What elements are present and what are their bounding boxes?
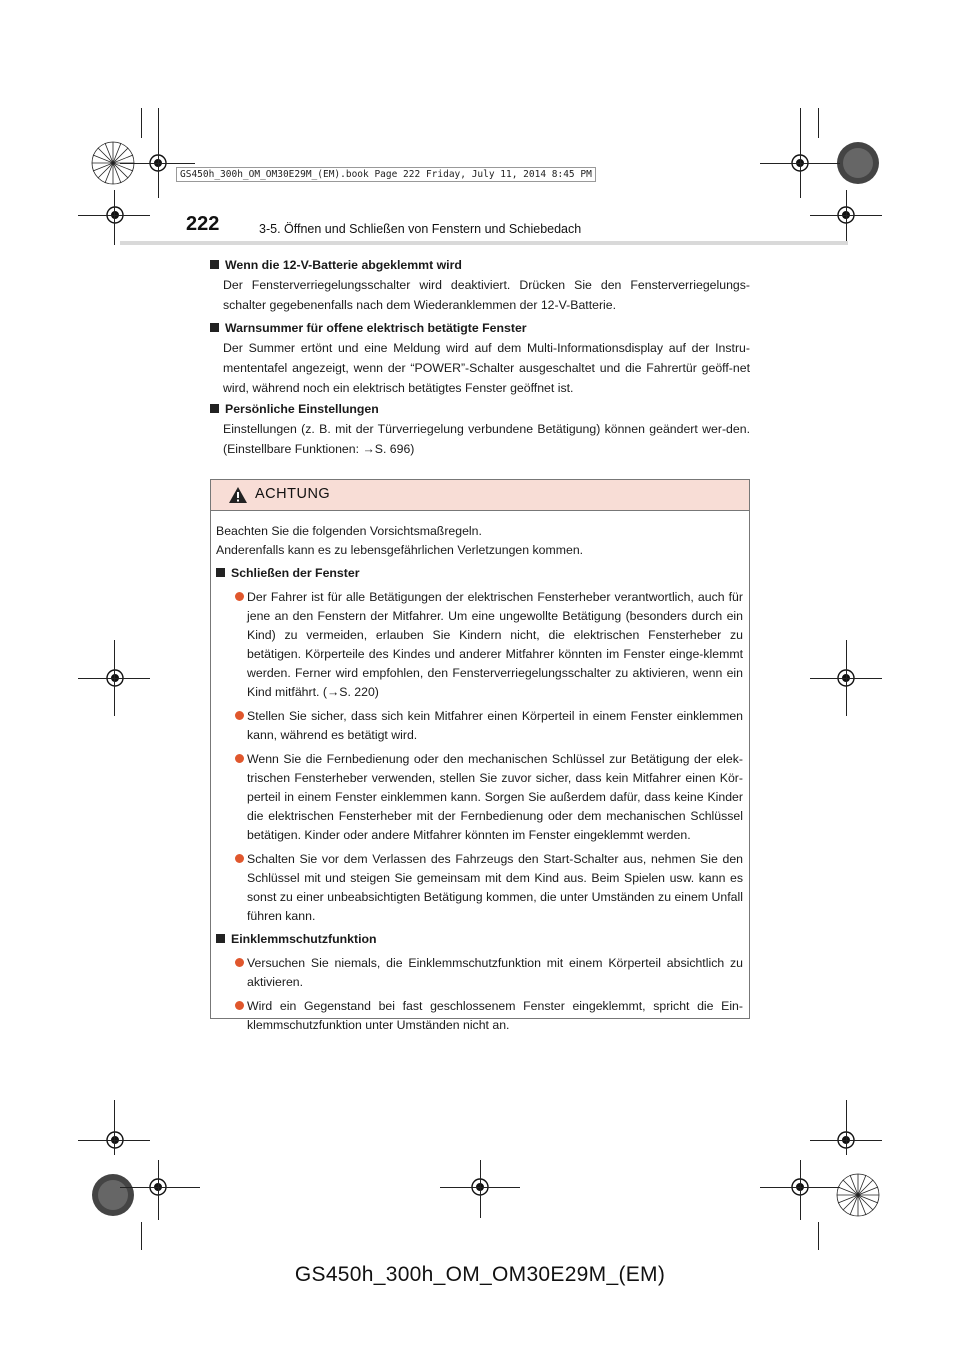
warning-bullet: Schalten Sie vor dem Verlassen des Fahrzeugs den Start-Schalter aus, nehmen Sie den Schlüssel mit und steigen Sie gemeinsam mit dem Kind aus. Beim Spielen usw. kann es sonst zu einer unbeabsichtigten Betätigung kommen, die unter Umständen zu einem Unfall führen kann.	[216, 850, 743, 926]
note-text: Der Summer ertönt und eine Meldung wird auf dem Multi-Informationsdisplay auf der Instru-mententafel angezeigt, wenn der “POWER”-Schalter ausgeschaltet und die Fahrertür geöff-net wird, während noch ein elektrisch betätigtes Fenster geöffnet ist.	[223, 341, 750, 395]
page-number: 222	[186, 213, 220, 235]
square-bullet-icon	[210, 404, 219, 413]
warning-bullet: Wenn Sie die Fernbedienung oder den mechanischen Schlüssel zur Betätigung der elek-trischen Fensterheber verwenden, stellen Sie zuvor sicher, dass kein Mitfahrer einen Kör-perteil in einem Fenster einklemmen kann. Sorgen Sie außerdem dafür, dass keine Kinder die elektrischen Fensterheber mit der Fernbedienung oder dem mechanischen Schlüssel betätigen. Kinder oder andere Mitfahrer könnten im Fenster eingeklemmt werden.	[216, 750, 743, 845]
registration-disc-icon	[88, 1170, 138, 1220]
warning-triangle-icon	[228, 486, 248, 504]
note-battery	[210, 255, 750, 315]
orange-bullet-icon	[235, 854, 244, 863]
orange-bullet-icon	[235, 711, 244, 720]
square-bullet-icon	[210, 323, 219, 332]
square-bullet-icon	[216, 568, 225, 577]
note-text: Einstellungen (z. B. mit der Türverriegelung verbundene Betätigung) können geändert wer-den. (Einstellbare Funktionen: →S. 696)	[223, 422, 750, 456]
document-code: GS450h_300h_OM_OM30E29M_(EM)	[294, 1263, 666, 1286]
orange-bullet-icon	[235, 1001, 244, 1010]
note-buzzer	[210, 318, 750, 398]
warning-bullet: Der Fahrer ist für alle Betätigungen der elektrischen Fensterheber verantwortlich, auch für jene an den Fenstern der Mitfahrer. Um eine ungewollte Betätigung (besonders durch ein Kind) zu vermeiden, erlauben Sie Kindern nicht, die elektrischen Fensterheber zu betätigen. Körperteile des Kindes und anderer Mitfahrer könnten im Fenster einge-klemmt werden. Ferner wird empfohlen, den Fensterverriegelungsschalter zu aktivieren, wenn ein Kind mitfährt. (→S. 220)	[216, 588, 743, 702]
warning-bullet: Versuchen Sie niemals, die Einklemmschutzfunktion mit einem Körperteil absichtlich zu aktivieren.	[216, 954, 743, 992]
square-bullet-icon	[210, 260, 219, 269]
square-bullet-icon	[216, 934, 225, 943]
section-title: 3-5. Öffnen und Schließen von Fenstern und Schiebedach	[259, 222, 582, 236]
book-file-info: GS450h_300h_OM_OM30E29M_(EM).book Page 222 Friday, July 11, 2014 8:45 PM	[176, 167, 596, 182]
warning-title: ACHTUNG	[255, 486, 331, 502]
warning-body	[211, 511, 749, 1035]
warning-bullet: Wird ein Gegenstand bei fast geschlossenem Fenster eingeklemmt, spricht die Ein-klemmschutzfunktion unter Umständen nicht an.	[216, 997, 743, 1035]
registration-circle-icon	[833, 1170, 883, 1220]
orange-bullet-icon	[235, 592, 244, 601]
warning-bullet: Stellen Sie sicher, dass sich kein Mitfahrer einen Körperteil in einem Fenster einklemmen kann, während es betätigt wird.	[216, 707, 743, 745]
registration-disc-icon	[833, 138, 883, 188]
warning-intro: Beachten Sie die folgenden Vorsichtsmaßregeln. Anderenfalls kann es zu lebensgefährlichen Verletzungen kommen.	[216, 524, 584, 557]
warning-box	[210, 479, 750, 1032]
note-heading: Wenn die 12-V-Batterie abgeklemmt wird	[210, 255, 750, 275]
note-text: Der Fensterverriegelungsschalter wird deaktiviert. Drücken Sie den Fensterverriegelungs-schalter gegebenenfalls nach dem Wiederanklemmen der 12-V-Batterie.	[223, 278, 750, 312]
header-rule	[120, 241, 848, 245]
orange-bullet-icon	[235, 754, 244, 763]
warning-header	[211, 480, 749, 511]
note-heading: Persönliche Einstellungen	[210, 399, 750, 419]
note-heading: Warnsummer für offene elektrisch betätigte Fenster	[210, 318, 750, 338]
note-personal-settings	[210, 399, 750, 459]
warning-section-heading: Einklemmschutzfunktion	[216, 930, 743, 949]
warning-section-heading: Schließen der Fenster	[216, 564, 743, 583]
orange-bullet-icon	[235, 958, 244, 967]
